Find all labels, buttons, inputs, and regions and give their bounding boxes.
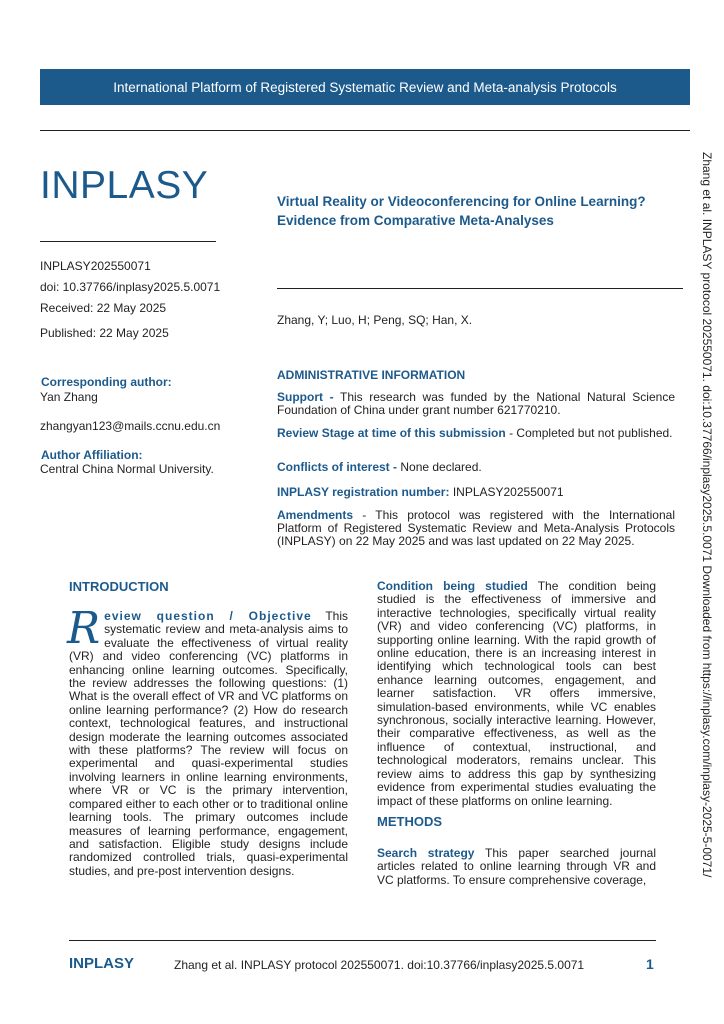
corresponding-author-label: Corresponding author: xyxy=(41,375,172,389)
registration-number: INPLASY202550071 xyxy=(449,485,564,499)
amendments-paragraph xyxy=(277,509,675,548)
corresponding-author-email[interactable]: zhangyan123@mails.ccnu.edu.cn xyxy=(40,419,221,433)
amendments-text: - This protocol was registered with the International Platform of Registered Systematic Review and Meta-Analysis Protocols (INPLASY) on 22 May 2025 and was last updated on 22 May 2025. xyxy=(277,508,675,548)
conflicts-paragraph xyxy=(277,461,675,474)
paper-title: Virtual Reality or Videoconferencing for Online Learning? Evidence from Comparative Meta-Analyses xyxy=(277,194,646,228)
published-date: Published: 22 May 2025 xyxy=(40,326,169,340)
amendments-label: Amendments xyxy=(277,508,354,522)
introduction-paragraph xyxy=(67,603,348,878)
page-number: 1 xyxy=(646,956,654,972)
condition-text: The condition being studied is the effectiveness of immersive and interactive technologies, specifically virtual reality (VR) and video conferencing (VC) platforms, in supporting online learning. With the rapid growth of online education, there is an increasing interest in identifying which technological tools can best enhance learning outcomes, engagement, and learner satisfaction. VR offers immersive, simulation-based environments, while VC enables synchronous, socially interactive learning. However, their comparative effectiveness, as well as the influence of contextual, instructional, and technological moderators, remains unclear. This review aims to address this gap by synthesizing evidence from experimental studies evaluating the impact of these platforms on online learning. xyxy=(377,579,656,808)
review-stage-text: - Completed but not published. xyxy=(505,426,673,440)
condition-paragraph xyxy=(377,580,656,808)
methods-heading: METHODS xyxy=(377,814,442,829)
side-citation xyxy=(697,152,717,902)
conflicts-text: None declared. xyxy=(397,460,482,474)
platform-banner xyxy=(40,69,690,105)
footer-divider xyxy=(69,940,656,941)
admin-info-heading: ADMINISTRATIVE INFORMATION xyxy=(277,368,466,382)
support-paragraph xyxy=(277,391,675,417)
registration-label: INPLASY registration number: xyxy=(277,485,450,499)
review-question-text: This systematic review and meta-analysis aims to evaluate the effectiveness of virtual reality (VR) and video conferencing (VC) platforms in enhancing online learning outcomes. Specifically, the review addresses the following questions: (1) What is the overall effect of VR and VC platforms on online learning performance? (2) How do research context, technological features, and instructional design moderate the learning outcomes associated with these platforms? The review will focus on experimental and quasi-experimental studies involving learners in online learning environments, where VR or VC is the primary intervention, compared either to each other or to traditional online learning tools. The primary outcomes include measures of learning performance, engagement, and satisfaction. Eligible study designs include randomized controlled trials, quasi-experimental studies, and pre-post intervention designs. xyxy=(69,609,348,878)
author-list: Zhang, Y; Luo, H; Peng, SQ; Han, X. xyxy=(277,313,473,327)
logo-divider xyxy=(40,241,216,242)
side-citation-text[interactable]: Zhang et al. INPLASY protocol 202550071. doi:10.37766/inplasy2025.5.0071 Downloaded from https://inplasy.com/inplasy-2025-5-0071/ xyxy=(700,152,714,878)
conflicts-label: Conflicts of interest - xyxy=(277,460,398,474)
drop-cap: R xyxy=(67,603,101,654)
footer-citation: Zhang et al. INPLASY protocol 202550071. doi:10.37766/inplasy2025.5.0071 xyxy=(174,958,585,972)
search-strategy-text: This paper searched journal articles related to online learning through VR and VC platforms. To ensure comprehensive coverage, xyxy=(377,846,657,887)
support-label: Support - xyxy=(277,390,334,404)
header-divider xyxy=(40,130,690,131)
corresponding-author-name: Yan Zhang xyxy=(40,390,98,404)
affiliation-label: Author Affiliation: xyxy=(41,448,143,462)
review-stage-label: Review Stage at time of this submission xyxy=(277,426,506,440)
protocol-id: INPLASY202550071 xyxy=(40,259,151,273)
received-date: Received: 22 May 2025 xyxy=(40,301,167,315)
search-strategy-label: Search strategy xyxy=(377,846,475,860)
review-question-label: eview question / Objective xyxy=(104,609,312,623)
footer-logo: INPLASY xyxy=(69,955,135,972)
banner-text: International Platform of Registered Systematic Review and Meta-analysis Protocols xyxy=(113,79,617,95)
doi-link[interactable]: doi: 10.37766/inplasy2025.5.0071 xyxy=(40,280,221,294)
affiliation-value: Central China Normal University. xyxy=(40,462,214,476)
title-divider xyxy=(277,288,683,289)
condition-label: Condition being studied xyxy=(377,579,528,593)
inplasy-logo: INPLASY xyxy=(40,164,209,207)
review-stage-paragraph xyxy=(277,427,675,440)
registration-paragraph xyxy=(277,486,675,499)
introduction-heading: INTRODUCTION xyxy=(69,579,169,594)
support-text: This research was funded by the National Natural Science Foundation of China under grant number 621770210. xyxy=(277,390,675,417)
search-strategy-paragraph xyxy=(377,847,656,887)
